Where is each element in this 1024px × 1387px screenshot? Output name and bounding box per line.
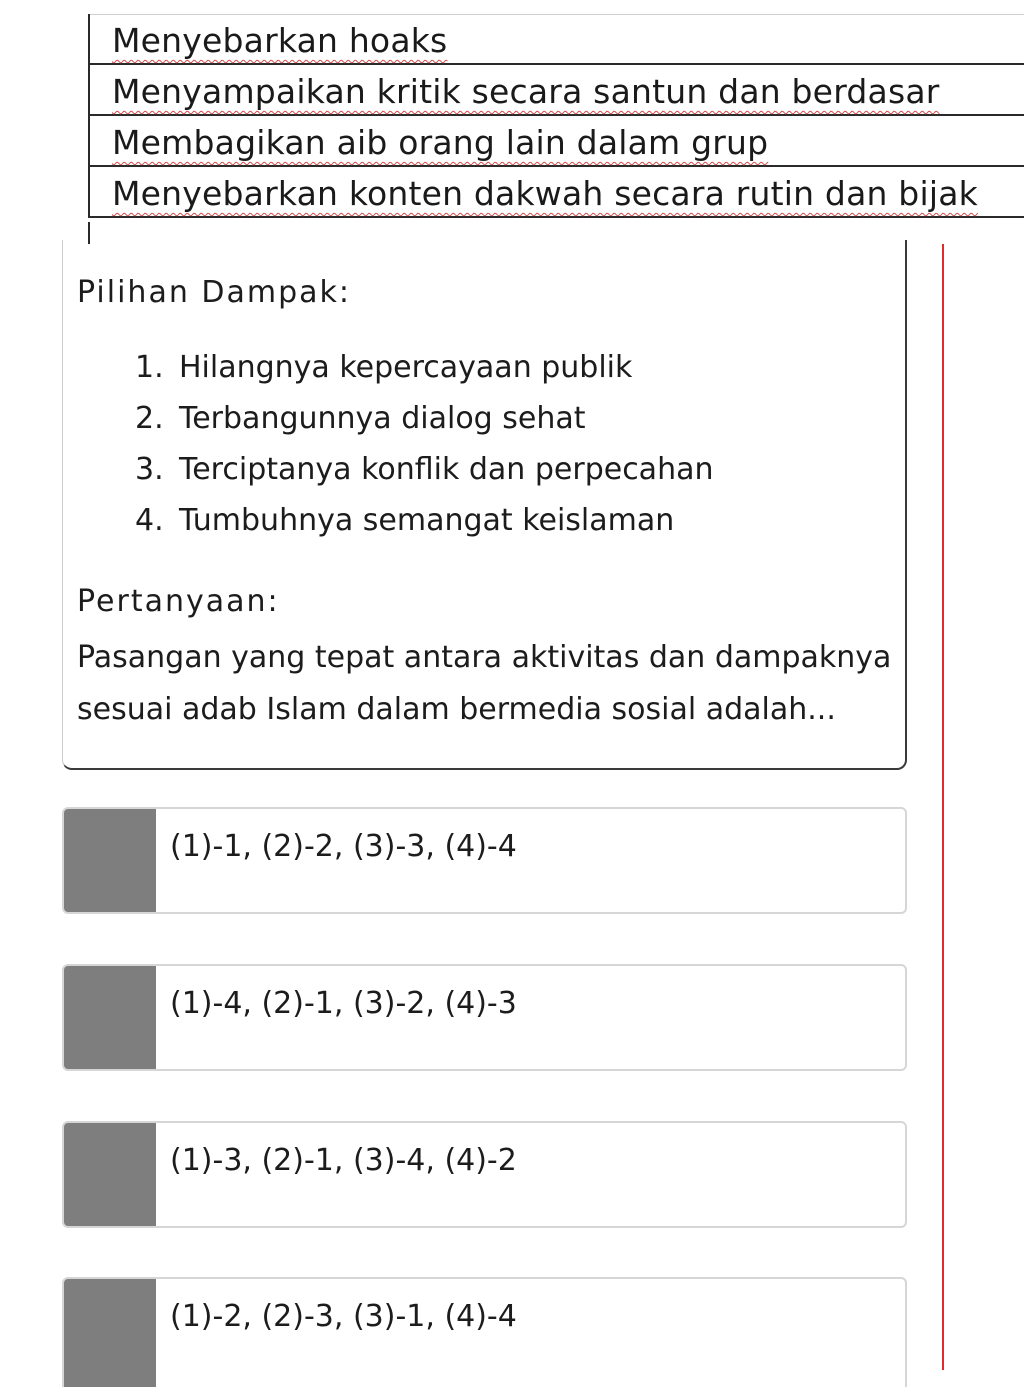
activity-text: Menyampaikan kritik secara santun dan berdasar bbox=[112, 72, 940, 111]
answer-option-b[interactable] bbox=[62, 964, 907, 1071]
activity-text: Menyebarkan hoaks bbox=[112, 21, 448, 60]
impact-number: 2. bbox=[135, 401, 164, 436]
option-text: (1)-2, (2)-3, (3)-1, (4)-4 bbox=[170, 1299, 517, 1334]
activity-text: Menyebarkan konten dakwah secara rutin dan bijak bbox=[112, 174, 978, 213]
impact-item-1 bbox=[135, 348, 713, 399]
question-text bbox=[77, 632, 897, 736]
activity-table bbox=[88, 14, 1024, 218]
margin-line bbox=[942, 244, 944, 1370]
impact-text: Terciptanya konflik dan perpecahan bbox=[179, 452, 714, 487]
impact-text: Hilangnya kepercayaan publik bbox=[179, 350, 633, 385]
option-marker[interactable] bbox=[64, 1123, 156, 1226]
question-line-2: sesuai adab Islam dalam bermedia sosial adalah... bbox=[77, 692, 836, 727]
activity-row-2 bbox=[90, 65, 1024, 116]
option-marker[interactable] bbox=[64, 1279, 156, 1387]
answer-option-a[interactable] bbox=[62, 807, 907, 914]
answer-option-d[interactable] bbox=[62, 1277, 907, 1387]
impact-number: 1. bbox=[135, 350, 164, 385]
option-text: (1)-4, (2)-1, (3)-2, (4)-3 bbox=[170, 986, 517, 1021]
impact-item-3 bbox=[135, 450, 713, 501]
impact-text: Tumbuhnya semangat keislaman bbox=[179, 503, 675, 538]
impact-item-2 bbox=[135, 399, 713, 450]
answer-option-c[interactable] bbox=[62, 1121, 907, 1228]
activity-row-1 bbox=[90, 14, 1024, 65]
option-text: (1)-3, (2)-1, (3)-4, (4)-2 bbox=[170, 1143, 517, 1178]
activity-row-4 bbox=[90, 167, 1024, 218]
impact-text: Terbangunnya dialog sehat bbox=[179, 401, 586, 436]
impacts-heading: Pilihan Dampak: bbox=[77, 275, 351, 310]
question-heading: Pertanyaan: bbox=[77, 584, 280, 619]
option-text: (1)-1, (2)-2, (3)-3, (4)-4 bbox=[170, 829, 517, 864]
option-marker[interactable] bbox=[64, 966, 156, 1069]
impact-number: 4. bbox=[135, 503, 164, 538]
question-card bbox=[62, 240, 907, 770]
activity-row-3 bbox=[90, 116, 1024, 167]
option-marker[interactable] bbox=[64, 809, 156, 912]
question-line-1: Pasangan yang tepat antara aktivitas dan dampaknya bbox=[77, 640, 892, 675]
impact-number: 3. bbox=[135, 452, 164, 487]
activity-text: Membagikan aib orang lain dalam grup bbox=[112, 123, 769, 162]
impact-item-4 bbox=[135, 501, 713, 552]
impact-list bbox=[135, 348, 713, 552]
